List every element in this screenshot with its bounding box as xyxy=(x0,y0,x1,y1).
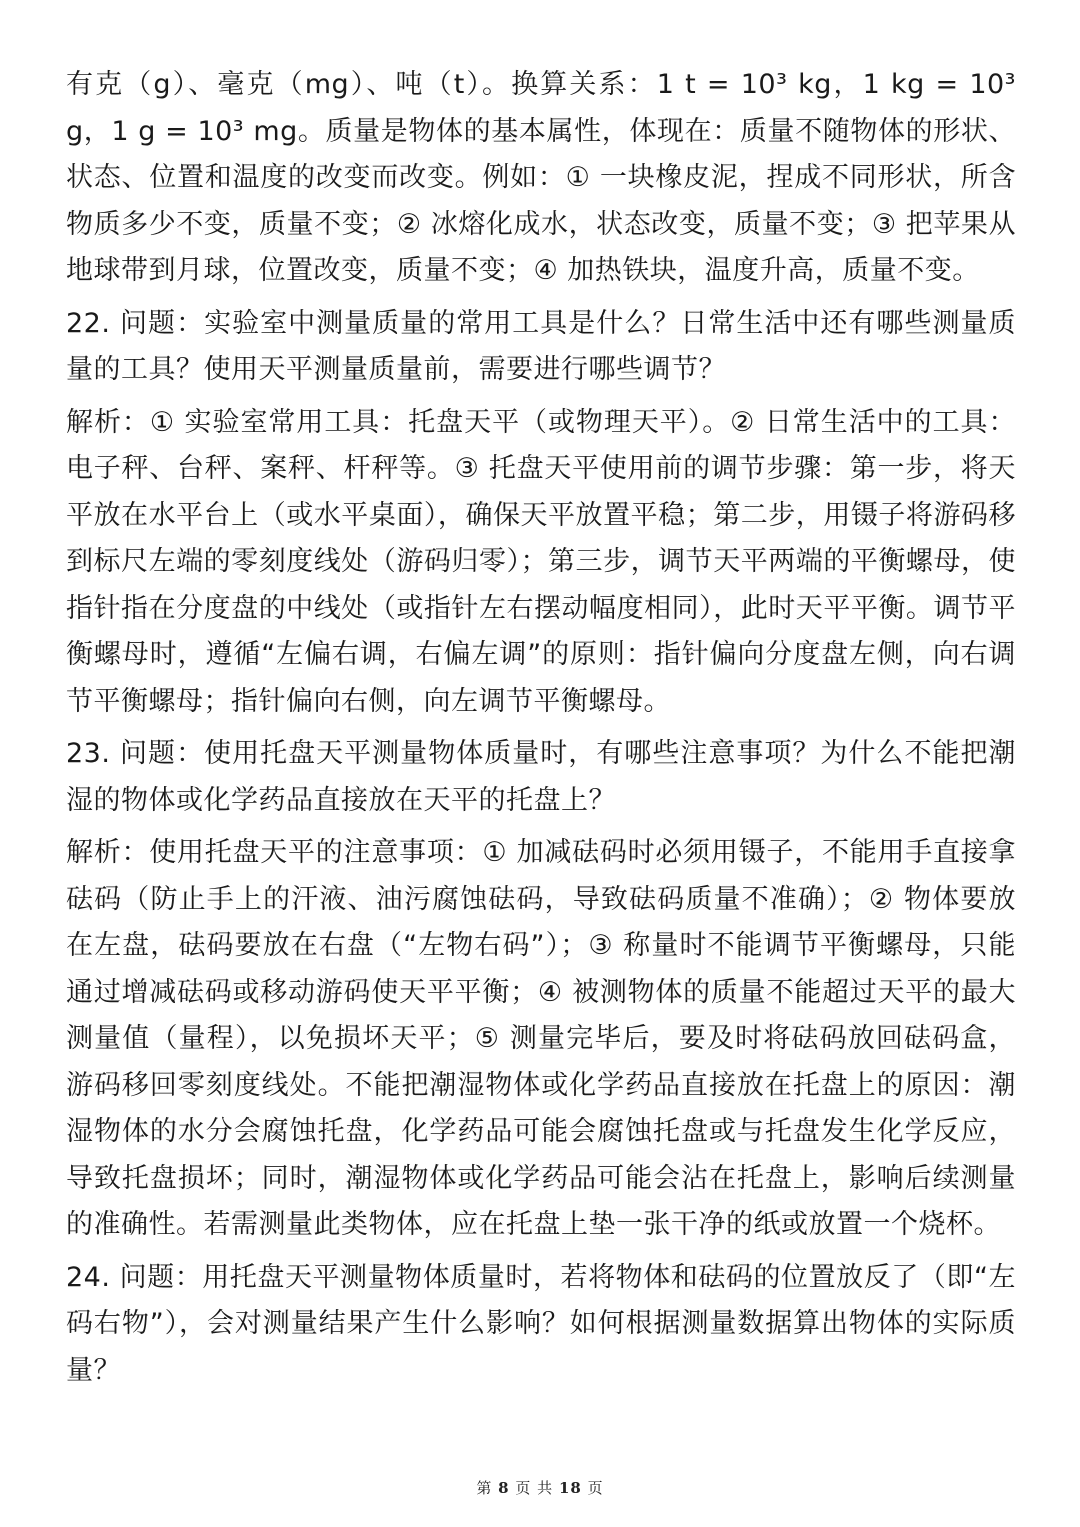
question-24: 24. 问题：用托盘天平测量物体质量时，若将物体和砝码的位置放反了（即“左码右物”），会对测量结果产生什么影响？如何根据测量数据算出物体的实际质量？ xyxy=(66,1261,1016,1386)
document-body xyxy=(66,62,1016,1400)
footer-suffix: 页 xyxy=(587,1479,604,1497)
footer-prefix: 第 xyxy=(476,1479,493,1497)
paragraph-mass-units: 有克（g）、毫克（mg）、吨（t）。换算关系：1 t = 10³ kg，1 kg = 10³ g，1 g = 10³ mg。质量是物体的基本属性，体现在：质量不随物体的形状、状态、位置和温度的改变而改变。例如：① 一块橡皮泥，捏成不同形状，所含物质多少不变，质量不变；② 冰熔化成水，状态改变，质量不变；③ 把苹果从地球带到月球，位置改变，质量不变；④ 加热铁块，温度升高，质量不变。 xyxy=(66,69,1016,286)
question-23: 23. 问题：使用托盘天平测量物体质量时，有哪些注意事项？为什么不能把潮湿的物体或化学药品直接放在天平的托盘上？ xyxy=(66,738,1016,816)
question-22: 22. 问题：实验室中测量质量的常用工具是什么？日常生活中还有哪些测量质量的工具？使用天平测量质量前，需要进行哪些调节？ xyxy=(66,307,1016,385)
answer-23: 解析：使用托盘天平的注意事项：① 加减砝码时必须用镊子，不能用手直接拿砝码（防止手上的汗液、油污腐蚀砝码，导致砝码质量不准确）；② 物体要放在左盘，砝码要放在右盘（“左物右码”）；③ 称量时不能调节平衡螺母，只能通过增减砝码或移动游码使天平平衡；④ 被测物体的质量不能超过天平的最大测量值（量程），以免损坏天平；⑤ 测量完毕后，要及时将砝码放回砝码盒，游码移回零刻度线处。不能把潮湿物体或化学药品直接放在托盘上的原因：潮湿物体的水分会腐蚀托盘，化学药品可能会腐蚀托盘或与托盘发生化学反应，导致托盘损坏；同时，潮湿物体或化学药品可能会沾在托盘上，影响后续测量的准确性。若需测量此类物体，应在托盘上垫一张干净的纸或放置一个烧杯。 xyxy=(66,837,1016,1240)
page-footer xyxy=(0,1477,1080,1498)
footer-page-number: 8 xyxy=(498,1479,510,1497)
footer-total-pages: 18 xyxy=(558,1479,582,1497)
footer-middle: 页 共 xyxy=(515,1479,554,1497)
answer-22: 解析：① 实验室常用工具：托盘天平（或物理天平）。② 日常生活中的工具：电子秤、台秤、案秤、杆秤等。③ 托盘天平使用前的调节步骤：第一步，将天平放在水平台上（或水平桌面），确保天平放置平稳；第二步，用镊子将游码移到标尺左端的零刻度线处（游码归零）；第三步，调节天平两端的平衡螺母，使指针指在分度盘的中线处（或指针左右摆动幅度相同），此时天平平衡。调节平衡螺母时，遵循“左偏右调，右偏左调”的原则：指针偏向分度盘左侧，向右调节平衡螺母；指针偏向右侧，向左调节平衡螺母。 xyxy=(66,406,1016,717)
